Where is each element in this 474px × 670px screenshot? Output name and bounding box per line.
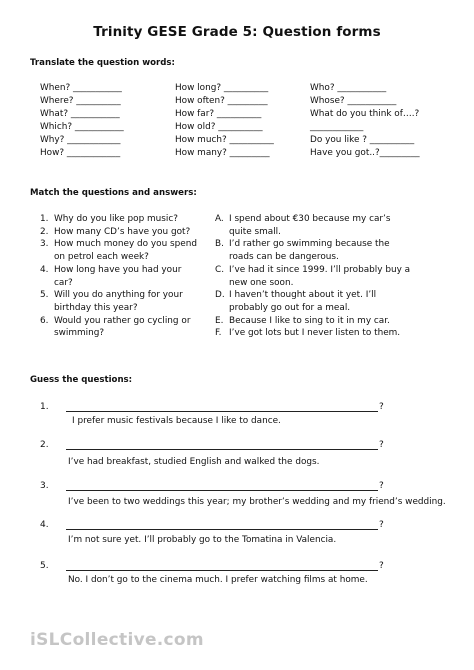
list-item: B. I’d rather go swimming because the roads can be dangerous. — [215, 239, 390, 263]
given-answer: I prefer music festivals because I like to dance. — [72, 416, 281, 426]
list-item: 4. How long have you had your car? — [40, 264, 182, 288]
question-word: How old? __________ — [175, 122, 263, 132]
list-item: C. I’ve had it since 1999. I’ll probably buy a new one soon. — [215, 264, 411, 288]
list-item: 2. How many CD’s have you got? — [40, 226, 191, 237]
answer-line[interactable] — [66, 411, 378, 412]
question-word: What do you think of….? — [310, 109, 420, 119]
question-word: How? ____________ — [40, 148, 121, 158]
question-word: When? ___________ — [40, 83, 122, 93]
questions-column — [40, 213, 202, 340]
given-answer: I’ve had breakfast, studied English and walked the dogs. — [68, 457, 320, 467]
item-number: 3. — [40, 481, 49, 491]
question-word: How much? __________ — [175, 135, 274, 145]
list-item: 5. Will you do anything for your birthday this year? — [40, 290, 183, 313]
question-word: How far? __________ — [175, 109, 262, 119]
answer-line[interactable] — [66, 529, 378, 530]
question-mark: ? — [379, 440, 384, 450]
answer-line[interactable] — [66, 490, 378, 491]
site-logo: iSLCollective.com — [30, 630, 204, 650]
item-number: 2. — [40, 440, 49, 450]
question-word: Do you like ? __________ — [310, 135, 415, 145]
list-item: F. I’ve got lots but I never listen to them. — [215, 328, 401, 339]
section-heading-guess: Guess the questions: — [30, 375, 133, 385]
question-word: ____________ — [310, 122, 364, 132]
question-word: Whose? ___________ — [310, 96, 397, 106]
list-item: D. I haven’t thought about it yet. I’ll probably go out for a meal. — [215, 290, 377, 313]
item-number: 1. — [40, 402, 49, 412]
question-mark: ? — [379, 520, 384, 530]
given-answer: I’ve been to two weddings this year; my brother’s wedding and my friend’s wedding. — [68, 497, 446, 507]
list-item: 3. How much money do you spend on petrol each week? — [40, 239, 198, 263]
question-word: How many? _________ — [175, 148, 270, 158]
question-word: How often? _________ — [175, 96, 268, 106]
question-word: Have you got..?_________ — [310, 148, 420, 158]
question-mark: ? — [379, 561, 384, 571]
section-heading-match: Match the questions and answers: — [30, 188, 197, 198]
answer-line[interactable] — [66, 570, 378, 571]
question-mark: ? — [379, 481, 384, 491]
question-word: Who? ___________ — [310, 83, 387, 93]
list-item: E. Because I like to sing to it in my car. — [215, 315, 390, 326]
answers-column — [215, 213, 413, 340]
question-word: How long? __________ — [175, 83, 269, 93]
list-item: A. I spend about €30 because my car’s quite small. — [215, 214, 391, 237]
question-mark: ? — [379, 402, 384, 412]
item-number: 4. — [40, 520, 49, 530]
question-word: What? ___________ — [40, 109, 120, 119]
answer-line[interactable] — [66, 449, 378, 450]
list-item: 1. Why do you like pop music? — [40, 214, 178, 224]
section-heading-translate: Translate the question words: — [30, 58, 175, 68]
question-word: Why? ____________ — [40, 135, 121, 145]
given-answer: I’m not sure yet. I’ll probably go to the Tomatina in Valencia. — [68, 535, 337, 545]
item-number: 5. — [40, 561, 49, 571]
question-word: Which? ___________ — [40, 122, 124, 132]
given-answer: No. I don’t go to the cinema much. I prefer watching films at home. — [68, 575, 368, 585]
question-word: Where? __________ — [40, 96, 121, 106]
page-title: Trinity GESE Grade 5: Question forms — [93, 24, 381, 40]
list-item: 6. Would you rather go cycling or swimming? — [40, 315, 191, 339]
